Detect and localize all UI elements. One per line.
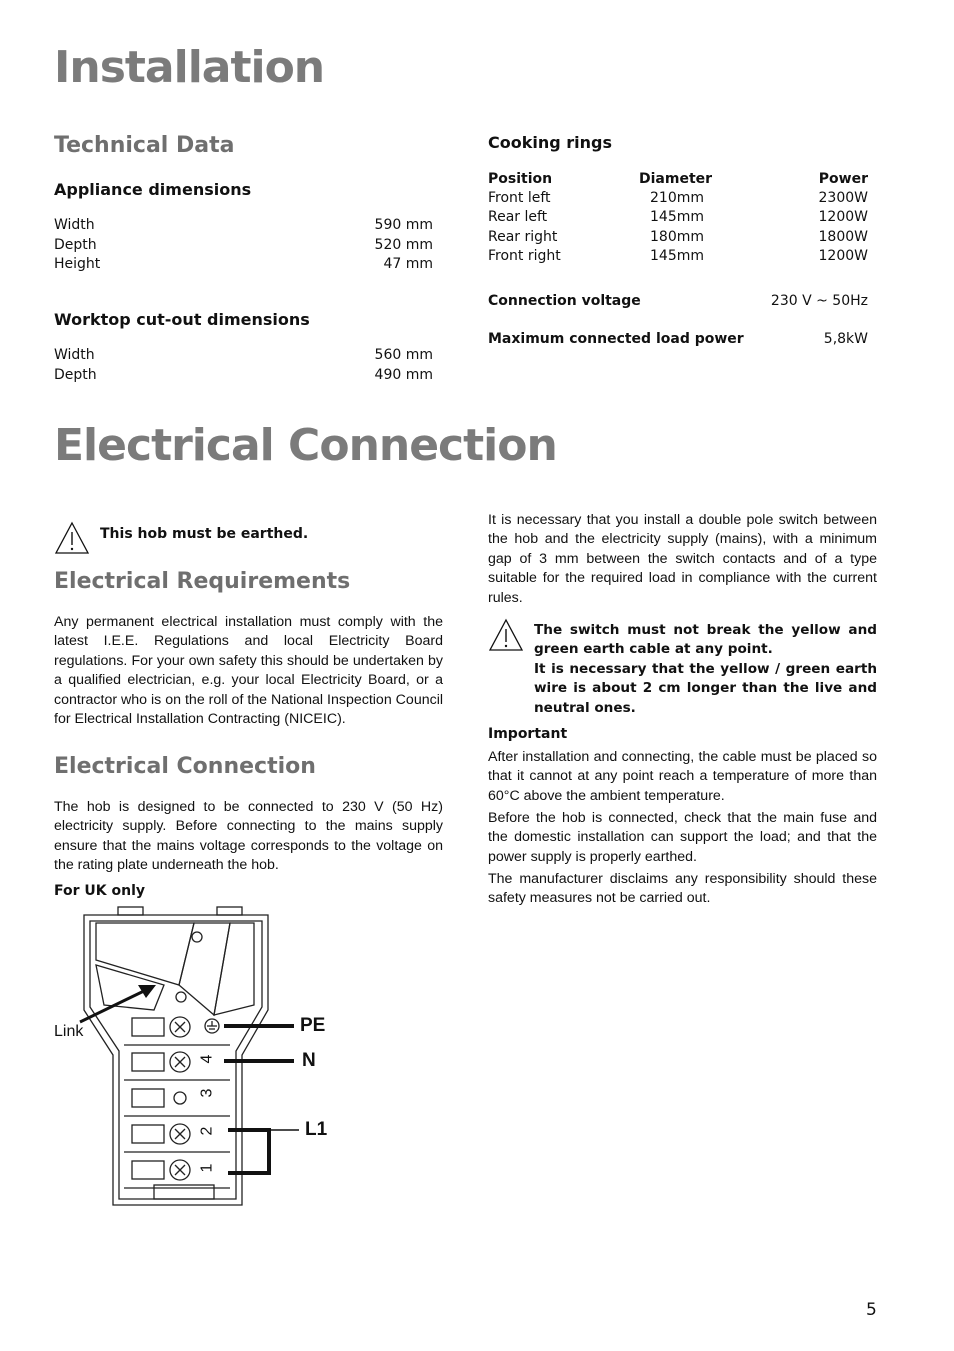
electrical-requirements-heading: Electrical Requirements bbox=[54, 569, 351, 594]
section-title: Electrical Connection bbox=[54, 420, 557, 471]
table-cell: 1200W bbox=[818, 209, 868, 226]
dimension-label: Depth bbox=[54, 367, 97, 383]
dimension-label: Width bbox=[54, 217, 95, 233]
appliance-row bbox=[54, 255, 433, 274]
switch-text: It is necessary that you install a double pole switch between the hob and the electricity supply (mains), with a minimum gap of 3 mm between the switch contacts and of a type suitable for the required load in compliance with the current rules. bbox=[488, 512, 877, 606]
page-number: 5 bbox=[866, 1300, 877, 1320]
cooking-rings-table bbox=[488, 189, 868, 267]
max-load-label: Maximum connected load power bbox=[488, 331, 744, 347]
dimension-label: Width bbox=[54, 347, 95, 363]
table-cell: Rear right bbox=[488, 228, 558, 245]
terminal-number: 2 bbox=[198, 1126, 216, 1136]
table-row bbox=[488, 189, 868, 208]
important-paragraph: Before the hob is connected, check that the main fuse and the domestic installation can support the load; and that the power supply is properly earthed. bbox=[488, 810, 877, 865]
table-cell: 180mm bbox=[650, 228, 704, 245]
dimension-value: 47 mm bbox=[383, 256, 433, 272]
worktop-row bbox=[54, 366, 433, 385]
table-row bbox=[488, 247, 868, 266]
n-label: N bbox=[302, 1050, 316, 1071]
table-cell: 145mm bbox=[650, 248, 704, 265]
column-header: Diameter bbox=[639, 171, 713, 187]
warning-line: It is necessary that the yellow / green earth wire is about 2 cm longer than the live and neutral ones. bbox=[534, 660, 877, 716]
table-cell: 1200W bbox=[818, 248, 868, 265]
table-row bbox=[488, 228, 868, 247]
table-cell: Front left bbox=[488, 190, 551, 206]
table-cell: 210mm bbox=[650, 190, 704, 206]
dimension-value: 490 mm bbox=[374, 367, 433, 383]
dimension-label: Depth bbox=[54, 237, 97, 253]
dimension-value: 520 mm bbox=[374, 237, 433, 253]
cooking-rings-heading: Cooking rings bbox=[488, 133, 613, 152]
table-cell: 1800W bbox=[818, 228, 868, 245]
table-cell: Front right bbox=[488, 248, 561, 265]
connection-text: The hob is designed to be connected to 230 V (50 Hz) electricity supply. Before connecting to the mains supply ensure that the mains voltage corresponds to the voltage on the rating plate underneath the hob. bbox=[54, 799, 443, 874]
worktop-row bbox=[54, 346, 433, 365]
terminal-number: 1 bbox=[198, 1163, 216, 1173]
table-cell: Rear left bbox=[488, 209, 548, 226]
dimension-label: Height bbox=[54, 256, 101, 272]
terminal-number: 4 bbox=[198, 1054, 216, 1064]
table-cell: 2300W bbox=[818, 190, 868, 206]
table-cell: 145mm bbox=[650, 209, 704, 226]
l1-label: L1 bbox=[305, 1119, 328, 1140]
column-header: Position bbox=[488, 171, 553, 187]
worktop-cutout-heading: Worktop cut-out dimensions bbox=[54, 310, 310, 329]
link-label: Link bbox=[54, 1023, 84, 1040]
electrical-connection-heading: Electrical Connection bbox=[54, 754, 316, 779]
earth-warning: This hob must be earthed. bbox=[100, 526, 309, 542]
important-heading: Important bbox=[488, 726, 568, 742]
important-paragraph: After installation and connecting, the cable must be placed so that it cannot at any point reach a temperature of more than 60°C above the ambient temperature. bbox=[488, 749, 877, 804]
pe-label: PE bbox=[300, 1015, 326, 1036]
uk-only-label: For UK only bbox=[54, 883, 145, 899]
connection-voltage-value: 230 V ~ 50Hz bbox=[770, 293, 868, 309]
warning-line: The switch must not break the yellow and green earth cable at any point. bbox=[534, 622, 877, 658]
technical-data-heading: Technical Data bbox=[54, 133, 235, 158]
max-load-value: 5,8kW bbox=[823, 331, 868, 347]
appliance-dimensions-heading: Appliance dimensions bbox=[54, 180, 252, 199]
column-header: Power bbox=[818, 171, 868, 187]
page-title: Installation bbox=[54, 42, 325, 93]
terminal-number: 3 bbox=[198, 1088, 216, 1098]
warning-triangle-icon bbox=[54, 521, 90, 555]
connection-voltage-row bbox=[488, 292, 868, 311]
appliance-row bbox=[54, 216, 433, 235]
important-paragraph: The manufacturer disclaims any responsibility should these safety measures not be carried out. bbox=[488, 871, 877, 907]
dimension-value: 560 mm bbox=[374, 347, 433, 363]
earth-cable-warning bbox=[534, 621, 877, 718]
max-load-row bbox=[488, 330, 868, 349]
appliance-row bbox=[54, 236, 433, 255]
warning-triangle-icon bbox=[488, 618, 524, 652]
cooking-rings-header bbox=[488, 170, 868, 189]
connection-voltage-label: Connection voltage bbox=[488, 293, 641, 309]
requirements-text: Any permanent electrical installation must comply with the latest I.E.E. Regulations and local Electricity Board regulations. For your own safety this should be undertaken by a qualified electrician, e.g. your local Electricity Board, or a contractor who is on the roll of the National Inspection Council for Electrical Installation Contracting (NICEIC). bbox=[54, 614, 443, 728]
table-row bbox=[488, 208, 868, 227]
dimension-value: 590 mm bbox=[374, 217, 433, 233]
